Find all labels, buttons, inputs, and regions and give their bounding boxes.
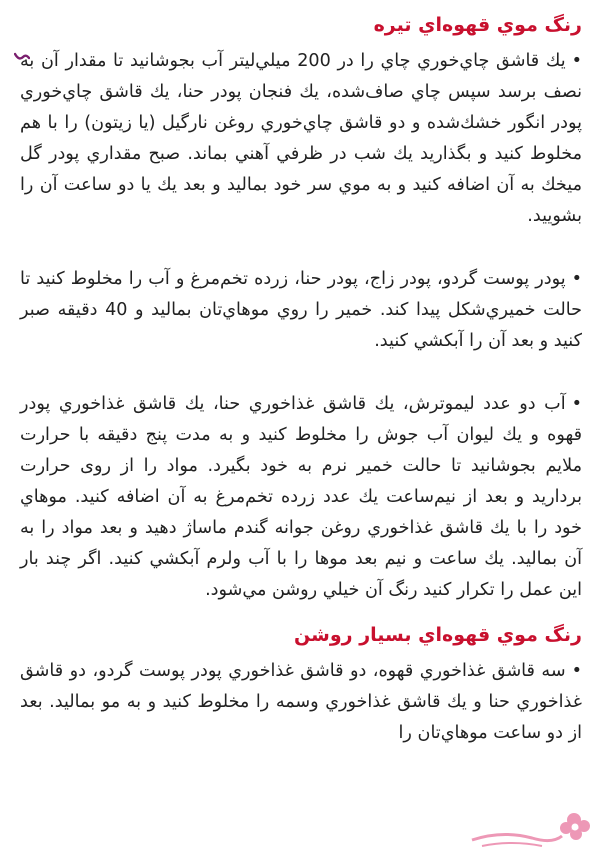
recipe-paragraph: [20, 264, 582, 357]
recipe-text: سه قاشق غذاخوري قهوه، دو قاشق غذاخوري پودر پوست گردو، دو قاشق غذاخوري حنا و يك قاشق غذاخوري وسمه را مخلوط كنيد و به مو بماليد. بعد از دو ساعت موهاي‌تان را: [20, 661, 582, 743]
recipe-paragraph: [20, 656, 582, 749]
recipe-text: يك قاشق چاي‌خوري چاي را در 200 ميلي‌ليتر آب بجوشانيد تا مقدار آن به نصف برسد سپس چاي صاف‌شده، يك فنجان پودر حنا، يك قاشق چاي‌خوري پودر انگور خشك‌شده و دو قاشق چاي‌خوري روغن نارگيل (يا زيتون) را با هم مخلوط كنيد و بگذاريد يك شب در ظرفي آهني بماند. صبح مقداري پودر گل ميخك به آن اضافه كنيد و به موي سر خود بماليد و بعد يك يا دو ساعت آن را بشوييد.: [20, 51, 582, 226]
recipe-paragraph: [20, 389, 582, 606]
section-title-dark-brown: رنگ موي قهوه‌اي تيره: [373, 14, 582, 36]
bullet: •: [571, 51, 582, 71]
bullet: •: [571, 394, 582, 414]
recipe-text: آب دو عدد ليموترش، يك قاشق غذاخوري حنا، يك قاشق غذاخوري پودر قهوه و يك ليوان آب جوش را مخلوط كنيد و به مدت پنج دقيقه با حرارت ملايم بجوشانيد تا حالت خمير نرم به خود بگيرد. مواد را از روی حرارت برداريد و بعد از نيم‌ساعت يك عدد زرده تخم‌مرغ به آن اضافه كنيد. موهاي خود را با يك قاشق غذاخوري روغن جوانه گندم ماساژ دهيد و بعد مواد را به آن بماليد. يك ساعت و نيم بعد موها را با آب ولرم آبكشي كنيد. اگر چند بار اين عمل را تكرار كنيد رنگ آن خيلي روشن مي‌شود.: [20, 394, 582, 600]
section-title-light-brown: رنگ موي قهوه‌اي بسيار روشن: [294, 624, 582, 646]
recipe-paragraph: [20, 46, 582, 232]
recipe-text: پودر پوست گردو، پودر زاج، پودر حنا، زرده تخم‌مرغ و آب را مخلوط كنيد تا حالت خميري‌شكل پيدا كند. خمير را روي موهاي‌تان بماليد و 40 دقيقه صبر كنيد و بعد آن را آبكشي كنيد.: [20, 269, 582, 351]
bullet: •: [571, 661, 582, 681]
bullet: •: [571, 269, 582, 289]
page-marker-icon: [14, 52, 30, 62]
